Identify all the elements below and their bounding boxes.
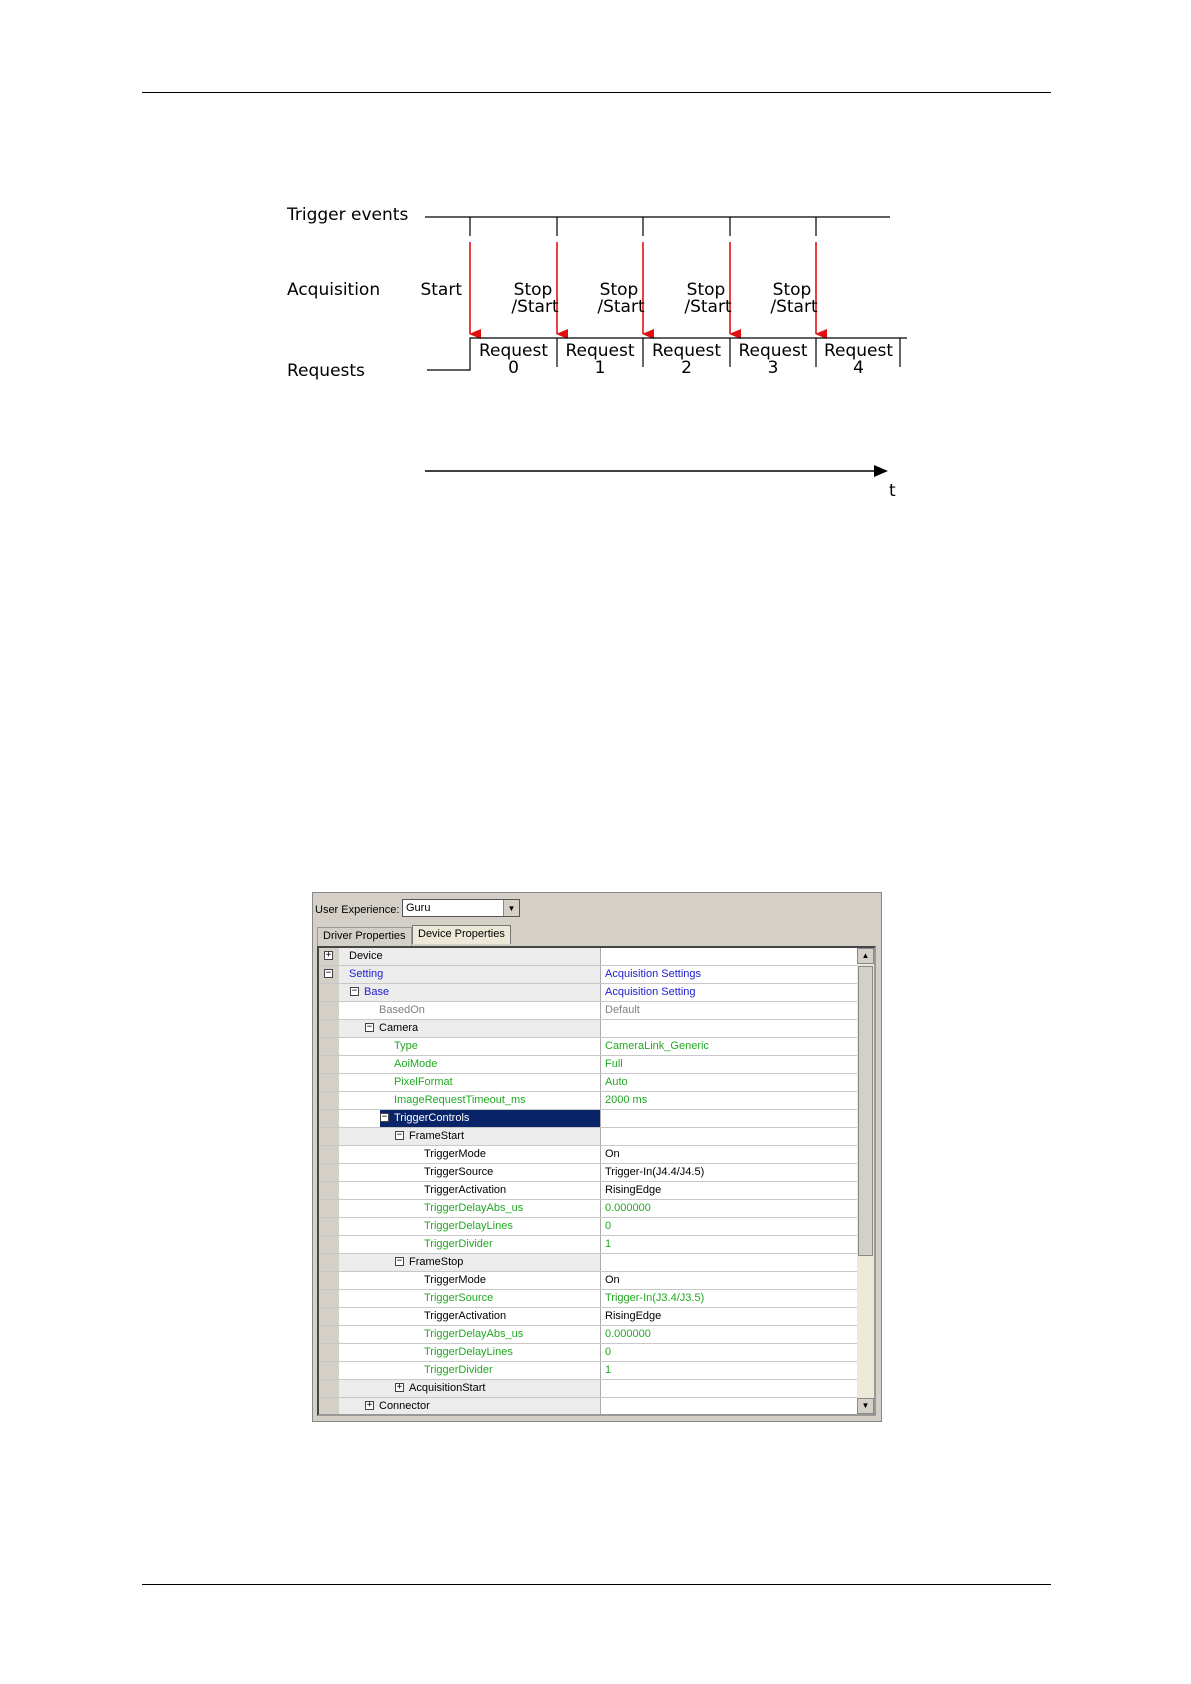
row-gutter	[319, 1272, 339, 1289]
time-axis-arrowhead	[874, 465, 888, 477]
row-gutter	[319, 1182, 339, 1199]
row-name-background	[339, 1074, 600, 1091]
row-gutter	[319, 1146, 339, 1163]
property-name: PixelFormat	[394, 1076, 453, 1088]
row-name-background	[339, 1254, 600, 1271]
scroll-thumb[interactable]	[858, 966, 873, 1256]
request-block-index: 0	[508, 358, 519, 378]
row-gutter	[319, 1056, 339, 1073]
property-row[interactable]	[319, 1326, 858, 1344]
property-value[interactable]: 0	[600, 1218, 858, 1235]
property-row[interactable]	[319, 1020, 858, 1038]
property-name: TriggerSource	[424, 1166, 494, 1178]
tab-device-properties[interactable]: Device Properties	[412, 925, 511, 944]
property-grid-window	[312, 892, 882, 1422]
row-gutter	[319, 1254, 339, 1271]
property-row[interactable]	[319, 1380, 858, 1398]
row-gutter	[319, 1362, 339, 1379]
row-gutter	[319, 1164, 339, 1181]
property-row[interactable]	[319, 1128, 858, 1146]
property-name: Device	[349, 950, 383, 962]
property-value[interactable]	[600, 1110, 858, 1127]
property-name: AcquisitionStart	[409, 1382, 486, 1394]
property-name: Camera	[379, 1022, 419, 1034]
acquisition-marker-label: Stop	[772, 280, 812, 300]
user-experience-label: User Experience:	[315, 904, 400, 916]
property-value[interactable]: On	[600, 1146, 858, 1163]
property-name: TriggerMode	[424, 1274, 486, 1286]
expand-icon[interactable]: +	[366, 1400, 373, 1410]
property-row[interactable]	[319, 1092, 858, 1110]
property-row[interactable]	[319, 948, 858, 966]
property-name: TriggerMode	[424, 1148, 486, 1160]
row-gutter	[319, 1110, 339, 1127]
collapse-icon[interactable]: −	[396, 1256, 403, 1266]
row-gutter	[319, 1344, 339, 1361]
collapse-icon[interactable]: −	[381, 1112, 388, 1122]
scroll-up-icon[interactable]: ▲	[857, 948, 874, 964]
row-gutter	[319, 1020, 339, 1037]
collapse-icon[interactable]: −	[396, 1130, 403, 1140]
property-value[interactable]: 0.000000	[600, 1326, 858, 1343]
property-row[interactable]	[319, 966, 858, 984]
acquisition-marker-label: /Start	[770, 297, 818, 317]
trigger-timing-diagram	[270, 190, 920, 510]
property-value[interactable]: 0	[600, 1344, 858, 1361]
property-row[interactable]	[319, 1272, 858, 1290]
row-name-background	[339, 1056, 600, 1073]
row-gutter	[319, 1092, 339, 1109]
property-name: TriggerSource	[424, 1292, 494, 1304]
request-block-label: Request	[478, 341, 549, 361]
property-value[interactable]: Trigger-In(J4.4/J4.5)	[600, 1164, 858, 1181]
row-gutter	[319, 1398, 339, 1415]
row-name-background	[339, 1128, 600, 1145]
acquisition-label: Acquisition	[287, 280, 381, 300]
property-name: TriggerDelayLines	[424, 1220, 513, 1232]
property-name: TriggerDivider	[424, 1238, 493, 1250]
row-gutter	[319, 1380, 339, 1397]
user-experience-select[interactable]	[402, 899, 520, 917]
row-gutter	[319, 1002, 339, 1019]
row-gutter	[319, 984, 339, 1001]
request-block-label: Request	[565, 341, 635, 361]
property-name: Type	[394, 1040, 418, 1052]
property-value[interactable]	[600, 1128, 858, 1145]
row-gutter	[319, 1218, 339, 1235]
property-name: AoiMode	[394, 1058, 438, 1070]
property-value[interactable]: RisingEdge	[600, 1308, 858, 1325]
acquisition-marker-label: /Start	[684, 297, 732, 317]
row-gutter	[319, 1128, 339, 1145]
property-name: TriggerDelayLines	[424, 1346, 513, 1358]
property-grid	[317, 946, 876, 1416]
property-value[interactable]: Auto	[600, 1074, 858, 1091]
diagram-marks	[420, 217, 907, 378]
property-name: Base	[364, 986, 390, 998]
property-value[interactable]: 1	[600, 1236, 858, 1253]
request-block-index: 1	[594, 358, 606, 378]
property-name: BasedOn	[379, 1004, 425, 1016]
property-row[interactable]	[319, 1164, 858, 1182]
property-value[interactable]	[600, 1020, 858, 1037]
property-value[interactable]	[600, 1254, 858, 1271]
property-name: TriggerDelayAbs_us	[424, 1328, 524, 1340]
property-name: ImageRequestTimeout_ms	[394, 1094, 526, 1106]
property-value[interactable]: Acquisition Settings	[600, 966, 858, 983]
property-value[interactable]: On	[600, 1272, 858, 1289]
acquisition-marker-label: Start	[420, 280, 462, 300]
property-row[interactable]	[319, 1182, 858, 1200]
vertical-scrollbar[interactable]	[857, 948, 874, 1414]
property-row[interactable]	[319, 1074, 858, 1092]
footer-rule	[142, 1584, 1051, 1585]
property-value[interactable]: 0.000000	[600, 1200, 858, 1217]
row-gutter	[319, 1308, 339, 1325]
property-name: Connector	[379, 1400, 430, 1412]
request-block-index: 3	[767, 358, 779, 378]
user-experience-value: Guru	[406, 902, 431, 914]
property-value[interactable]: Full	[600, 1056, 858, 1073]
trigger-events-label: Trigger events	[287, 205, 409, 225]
acquisition-marker-label: Stop	[513, 280, 553, 300]
row-name-background	[339, 1038, 600, 1055]
acquisition-marker-label: /Start	[597, 297, 645, 317]
property-row[interactable]	[319, 1056, 858, 1074]
property-row[interactable]	[319, 1290, 858, 1308]
property-value[interactable]: CameraLink_Generic	[600, 1038, 858, 1055]
property-value[interactable]: 1	[600, 1362, 858, 1379]
dropdown-arrow-icon[interactable]: ▼	[503, 900, 519, 916]
property-name: TriggerActivation	[424, 1310, 507, 1322]
property-name: Setting	[349, 968, 384, 980]
property-row[interactable]	[319, 1218, 858, 1236]
acquisition-marker-label: Stop	[599, 280, 639, 300]
request-block-label: Request	[651, 341, 722, 361]
row-gutter	[319, 1326, 339, 1343]
tab-driver-properties[interactable]: Driver Properties	[317, 927, 412, 946]
time-axis-label: t	[889, 481, 896, 501]
collapse-icon[interactable]: −	[351, 986, 358, 996]
property-name: TriggerDivider	[424, 1364, 493, 1376]
property-value[interactable]: 2000 ms	[600, 1092, 858, 1109]
property-row[interactable]	[319, 1254, 858, 1272]
property-name: TriggerActivation	[424, 1184, 507, 1196]
row-gutter	[319, 1290, 339, 1307]
expand-icon[interactable]: +	[325, 950, 332, 960]
row-gutter	[319, 1038, 339, 1055]
acquisition-marker-label: Stop	[686, 280, 726, 300]
property-row[interactable]	[319, 1110, 858, 1128]
collapse-icon[interactable]: −	[325, 968, 332, 978]
property-value[interactable]	[600, 1398, 858, 1415]
property-row[interactable]	[319, 1002, 858, 1020]
property-name: FrameStart	[409, 1130, 465, 1142]
property-value[interactable]: RisingEdge	[600, 1182, 858, 1199]
expand-icon[interactable]: +	[396, 1382, 403, 1392]
request-block-index: 2	[681, 358, 692, 378]
property-value[interactable]: Default	[600, 1002, 858, 1019]
row-gutter	[319, 1236, 339, 1253]
property-value[interactable]	[600, 1380, 858, 1397]
scroll-down-icon[interactable]: ▼	[857, 1398, 874, 1414]
request-block-index: 4	[853, 358, 864, 378]
property-row[interactable]	[319, 984, 858, 1002]
row-gutter	[319, 1200, 339, 1217]
property-row[interactable]	[319, 1038, 858, 1056]
property-value[interactable]: Acquisition Setting	[600, 984, 858, 1001]
acquisition-marker-label: /Start	[511, 297, 559, 317]
request-block-label: Request	[823, 341, 894, 361]
property-value[interactable]	[600, 948, 858, 965]
property-name: FrameStop	[409, 1256, 464, 1268]
property-value[interactable]: Trigger-In(J3.4/J3.5)	[600, 1290, 858, 1307]
property-row[interactable]	[319, 1200, 858, 1218]
request-block-label: Request	[738, 341, 808, 361]
property-row[interactable]	[319, 1146, 858, 1164]
collapse-icon[interactable]: −	[366, 1022, 373, 1032]
property-row[interactable]	[319, 1236, 858, 1254]
property-name: TriggerDelayAbs_us	[424, 1202, 524, 1214]
property-name: TriggerControls	[394, 1112, 470, 1124]
property-row[interactable]	[319, 1308, 858, 1326]
property-row[interactable]	[319, 1344, 858, 1362]
requests-label: Requests	[287, 361, 365, 381]
header-rule	[142, 92, 1051, 93]
property-row[interactable]	[319, 1362, 858, 1380]
property-row[interactable]	[319, 1398, 858, 1416]
row-gutter	[319, 1074, 339, 1091]
